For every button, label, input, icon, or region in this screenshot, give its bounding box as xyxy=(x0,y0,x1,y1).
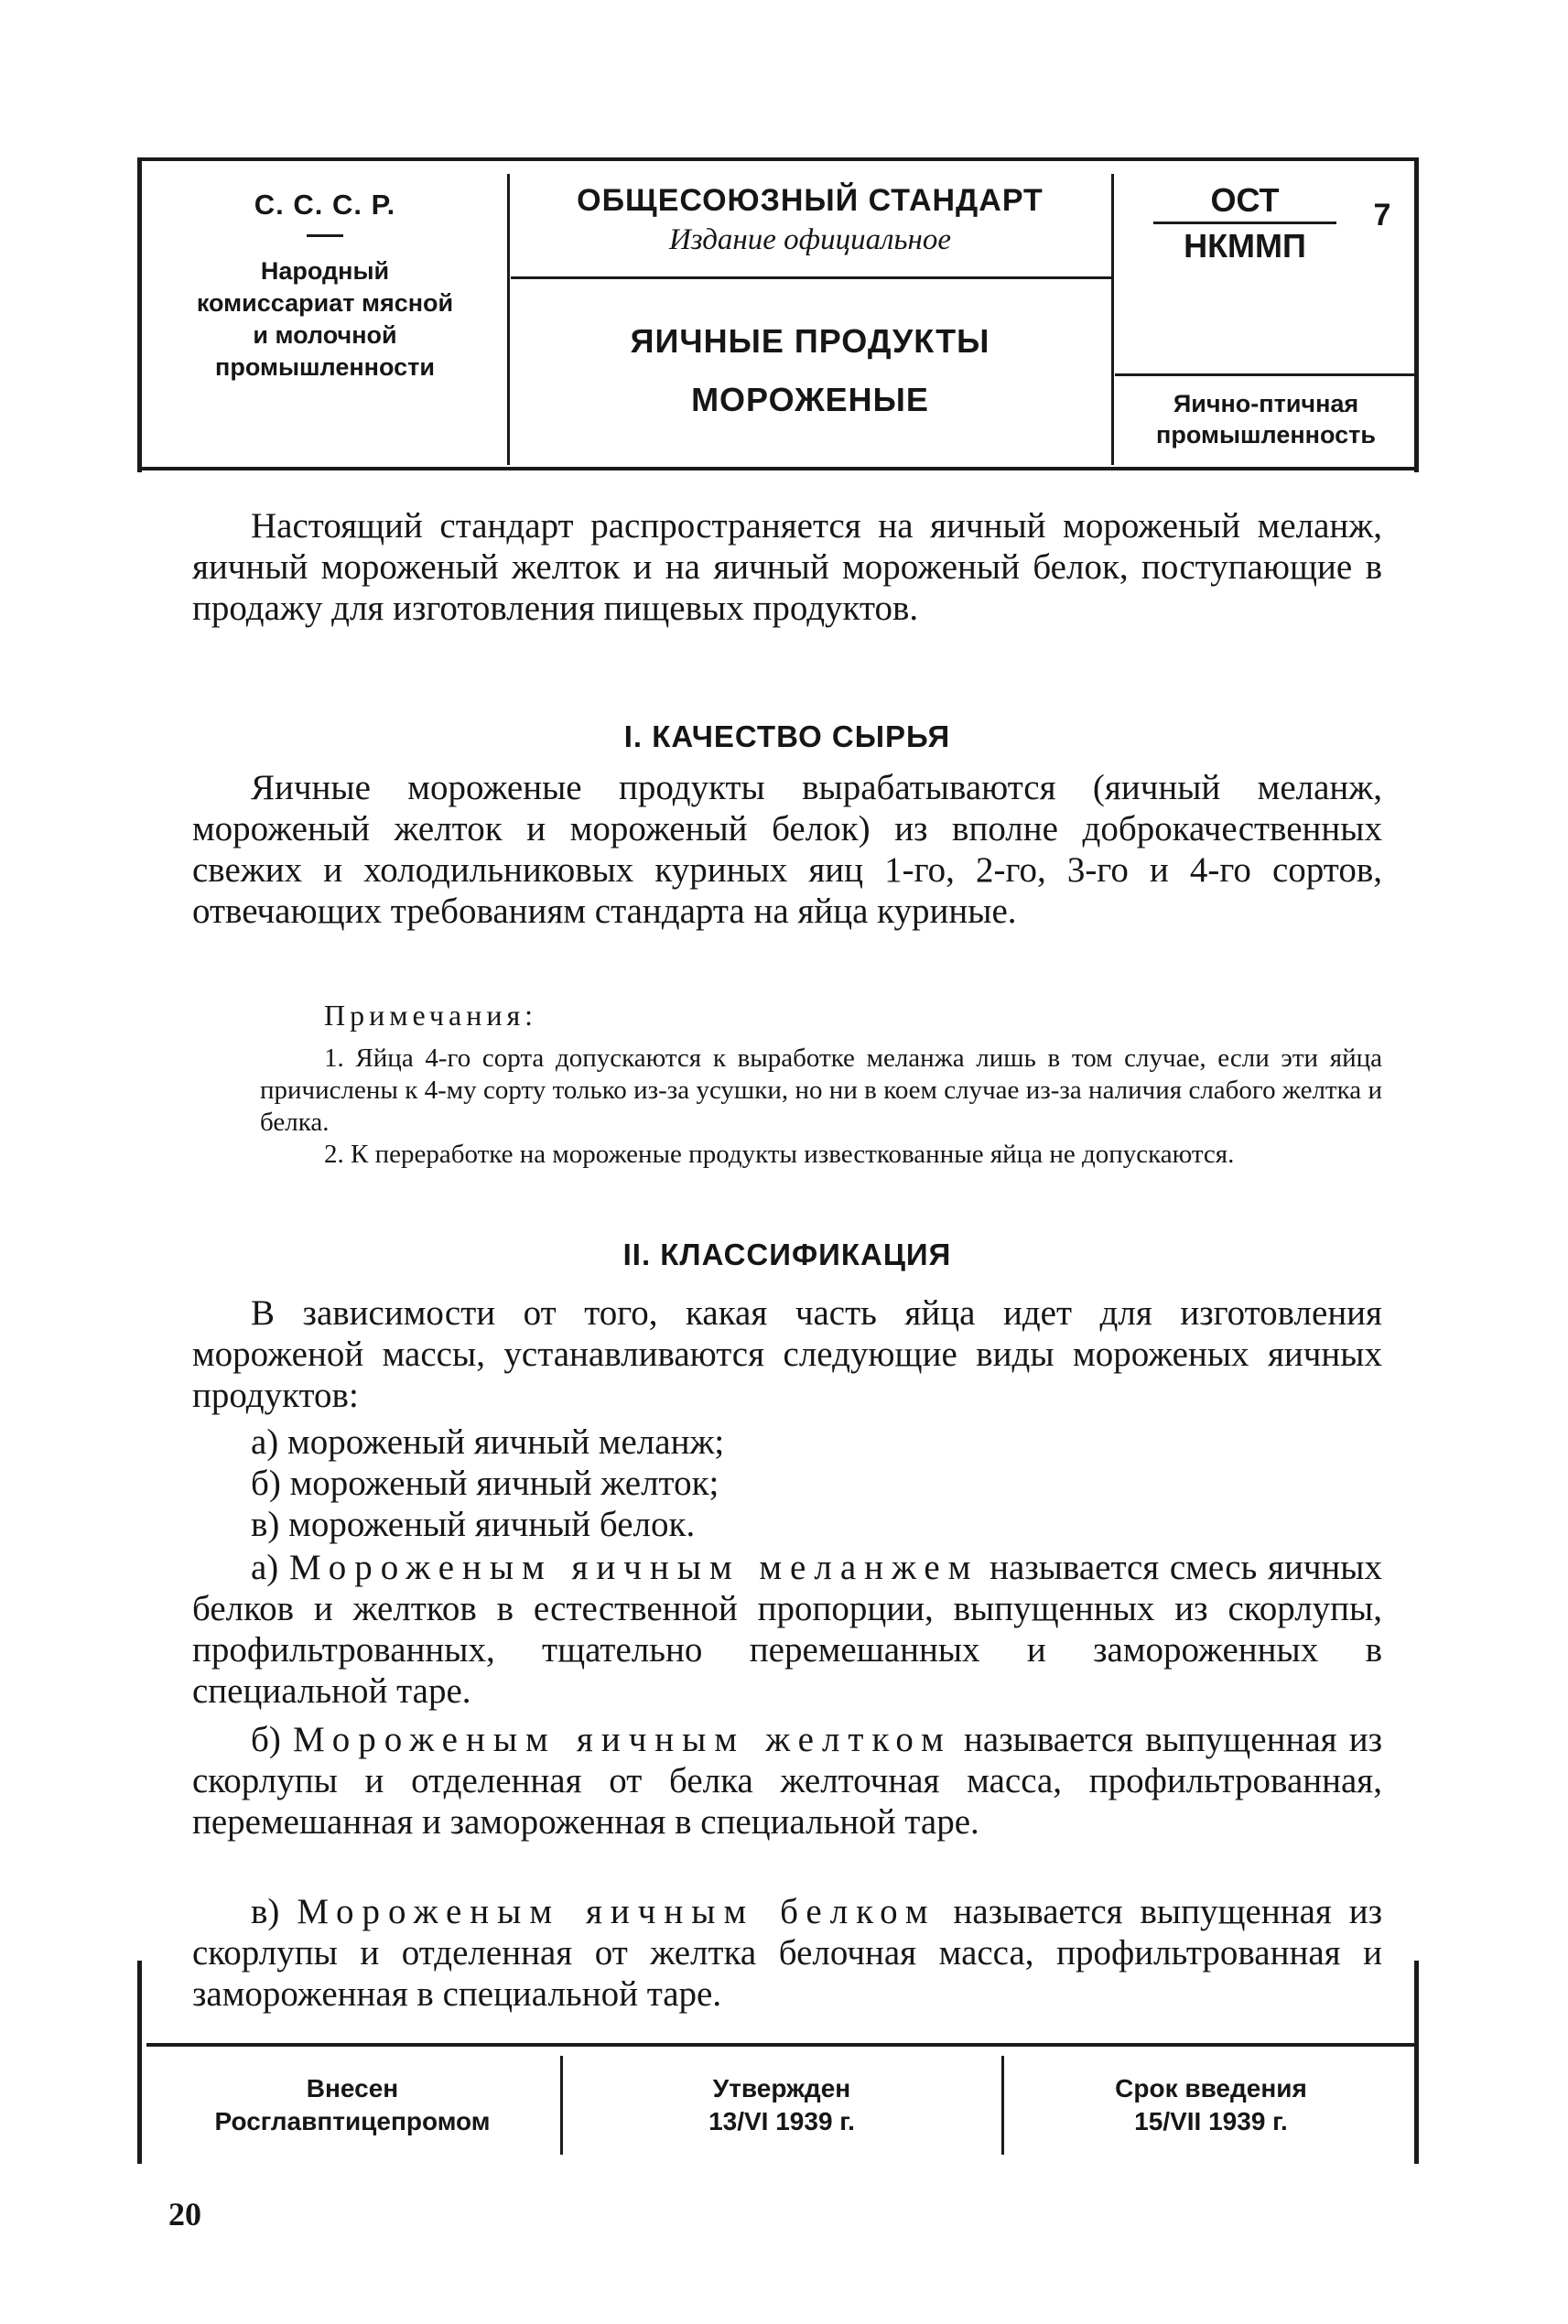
effective-cell xyxy=(1005,2072,1417,2138)
notes-title: Примечания: xyxy=(324,999,538,1032)
header-border-left xyxy=(137,161,142,472)
footer-divider xyxy=(1001,2056,1004,2155)
approved-cell xyxy=(564,2072,1000,2138)
product-title-line: МОРОЖЕНЫЕ xyxy=(691,381,929,418)
definition-body: называется выпущенная из скорлупы и отделенная от белка желточная масса, профильтрованная, перемешанная и замороженная в специальной таре. xyxy=(192,1720,1383,1842)
ost-code-bottom: НКММП xyxy=(1184,227,1306,265)
header-divider xyxy=(1111,174,1114,465)
note-item: 1. Яйца 4-го сорта допускаются к выработке меланжа лишь в том случае, если эти яйца причислены к 4-му сорту только из-за усушки, но ни в коем случае из-за наличия слабого желтка и белка. xyxy=(260,1043,1382,1137)
industry-label xyxy=(1115,388,1417,450)
definition-paragraph xyxy=(192,1719,1382,1843)
defined-term: Мороженым яичным меланжем xyxy=(289,1548,979,1587)
standard-header-table xyxy=(137,157,1419,472)
defined-term: Мороженым яичным желтком xyxy=(293,1720,952,1759)
section-title: I. КАЧЕСТВО СЫРЬЯ xyxy=(623,719,951,753)
approval-footer-table xyxy=(137,2043,1419,2164)
ost-code-top: ОСТ xyxy=(1210,181,1280,219)
introduced-by: Росглавптицепромом xyxy=(214,2107,491,2135)
header-divider xyxy=(507,174,510,465)
edition-label: Издание официальное xyxy=(668,223,952,256)
header-divider xyxy=(1115,373,1417,376)
approved-date: 13/VI 1939 г. xyxy=(708,2107,855,2135)
definition-text xyxy=(192,1719,1382,1843)
section-paragraph xyxy=(192,767,1382,932)
divider-dash xyxy=(307,234,343,237)
definition-text xyxy=(192,1547,1382,1712)
effective-label: Срок введения xyxy=(1115,2074,1307,2102)
list-item: в) мороженый яичный белок. xyxy=(251,1505,696,1544)
introduced-cell xyxy=(146,2072,558,2138)
product-title-line: ЯИЧНЫЕ ПРОДУКТЫ xyxy=(630,322,990,360)
footer-border-left xyxy=(137,1961,142,2164)
intro-text: Настоящий стандарт распространяется на яичный мороженый меланж, яичный мороженый желток и на яичный мороженый белок, поступающие в продажу для изготовления пищевых продуктов. xyxy=(192,506,1382,628)
industry-line: промышленность xyxy=(1156,421,1376,449)
definition-body: называется выпущенная из скорлупы и отделенная от желтка белочная масса, профильтрованная и замороженная в специальной таре. xyxy=(192,1892,1383,2014)
definition-marker: б) xyxy=(251,1720,281,1759)
issuer-cell xyxy=(146,189,503,384)
header-border-bottom xyxy=(137,467,1419,470)
paragraph-text: В зависимости от того, какая часть яйца идет для изготовления мороженой массы, устанавливаются следующие виды мороженых яичных продуктов: xyxy=(192,1293,1382,1415)
definition-text xyxy=(192,1891,1382,2015)
definition-body: называется смесь яичных белков и желтков в естественной пропорции, выпущенных из скорлупы, профильтрованных, тщательно перемешанных и замороженных в специальной таре. xyxy=(192,1548,1383,1711)
commissariat-name xyxy=(146,255,503,384)
section-title: II. КЛАССИФИКАЦИЯ xyxy=(622,1238,952,1271)
commissariat-line: Народный xyxy=(260,257,390,285)
effective-date: 15/VII 1939 г. xyxy=(1134,2107,1288,2135)
ost-fraction-line xyxy=(1153,222,1336,224)
definition-paragraph xyxy=(192,1891,1382,2015)
notes-block xyxy=(260,1000,1382,1171)
definition-paragraph xyxy=(192,1547,1382,1712)
section-paragraph xyxy=(192,1292,1382,1416)
paragraph-text: Яичные мороженые продукты вырабатываются (яичный меланж, мороженый желток и мороженый белок) из вполне доброкачественных свежих и холодильниковых куриных яиц 1-го, 2-го, 3-го и 4-го сортов, отвечающих требованиям стандарта на яйца куриные. xyxy=(192,768,1382,931)
list-item: б) мороженый яичный желток; xyxy=(251,1464,719,1503)
note-item: 2. К переработке на мороженые продукты известкованные яйца не допускаются. xyxy=(324,1140,1235,1169)
header-divider xyxy=(511,276,1111,279)
defined-term: Мороженым яичным белком xyxy=(297,1892,936,1931)
footer-divider xyxy=(560,2056,563,2155)
page-number: 20 xyxy=(168,2196,201,2232)
commissariat-line: промышленности xyxy=(215,353,435,381)
industry-line: Яично-птичная xyxy=(1173,390,1359,417)
commissariat-line: и молочной xyxy=(253,321,397,349)
country-label: С. С. С. Р. xyxy=(254,189,396,221)
approved-label: Утвержден xyxy=(712,2074,851,2102)
list-item: а) мороженый яичный меланж; xyxy=(251,1422,725,1462)
definition-marker: в) xyxy=(251,1892,280,1931)
ost-number: 7 xyxy=(1373,198,1391,232)
footer-border-top xyxy=(146,2043,1419,2047)
intro-paragraph xyxy=(192,505,1382,629)
definition-marker: а) xyxy=(251,1548,279,1587)
introduced-label: Внесен xyxy=(306,2074,399,2102)
commissariat-line: комиссариат мясной xyxy=(196,289,454,317)
standard-title: ОБЩЕСОЮЗНЫЙ СТАНДАРТ xyxy=(577,183,1044,218)
